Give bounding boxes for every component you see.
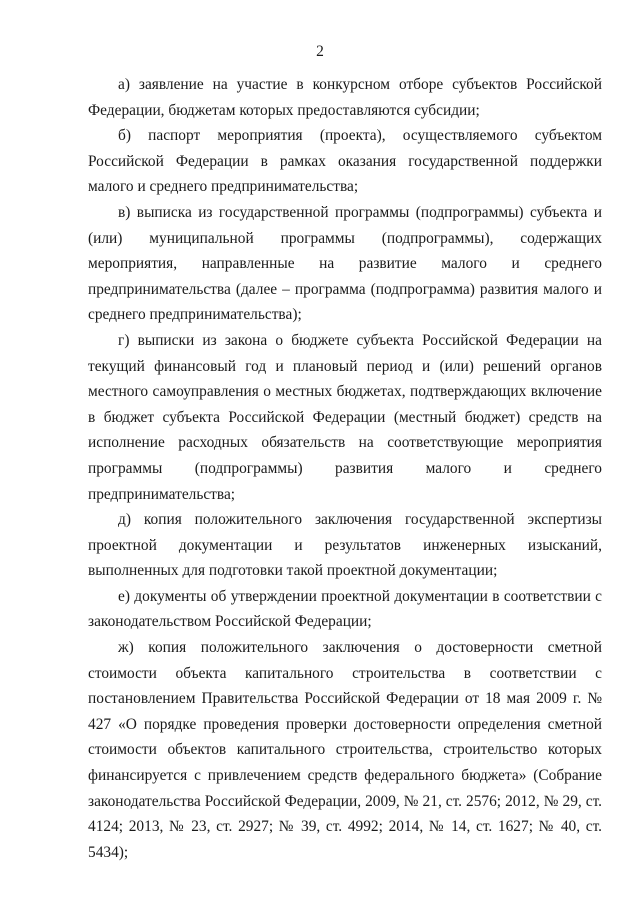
paragraph-a: а) заявление на участие в конкурсном отборе субъектов Российской Федерации, бюджетам которых предоставляются субсидии;	[88, 76, 602, 119]
document-body	[88, 72, 602, 865]
page-number: 2	[316, 43, 324, 60]
paragraph-zh: ж) копия положительного заключения о достоверности сметной стоимости объекта капитального строительства в соответствии с постановлением Правительства Российской Федерации от 18 мая 2009 г. № 427 «О порядке проведения проверки достоверности определения сметной стоимости объектов капитального строительства, строительство которых финансируется с привлечением средств федерального бюджета» (Собрание законодательства Российской Федерации, 2009, № 21, ст. 2576; 2012, № 29, ст. 4124; 2013, № 23, ст. 2927; № 39, ст. 4992; 2014, № 14, ст. 1627; № 40, ст. 5434);	[88, 639, 602, 861]
paragraph-e: е) документы об утверждении проектной документации в соответствии с законодательством Российской Федерации;	[88, 587, 602, 631]
paragraph-v: в) выписка из государственной программы (подпрограммы) субъекта и (или) муниципальной программы (подпрограммы), содержащих мероприятия, направленные на развитие малого и среднего предпринимательства (далее – программа (подпрограмма) развития малого и среднего предпринимательства);	[88, 203, 602, 324]
paragraph-d: д) копия положительного заключения государственной экспертизы проектной документации и результатов инженерных изысканий, выполненных для подготовки такой проектной документации;	[88, 511, 602, 580]
paragraph-b: б) паспорт мероприятия (проекта), осуществляемого субъектом Российской Федерации в рамках оказания государственной поддержки малого и среднего предпринимательства;	[88, 127, 602, 196]
paragraph-g: г) выписки из закона о бюджете субъекта Российской Федерации на текущий финансовый год и плановый период и (или) решений органов местного самоуправления о местных бюджетах, подтверждающих включение в бюджет субъекта Российской Федерации (местный бюджет) средств на исполнение расходных обязательств на соответствующие мероприятия программы (подпрограммы) развития малого и среднего предпринимательства;	[88, 331, 602, 503]
